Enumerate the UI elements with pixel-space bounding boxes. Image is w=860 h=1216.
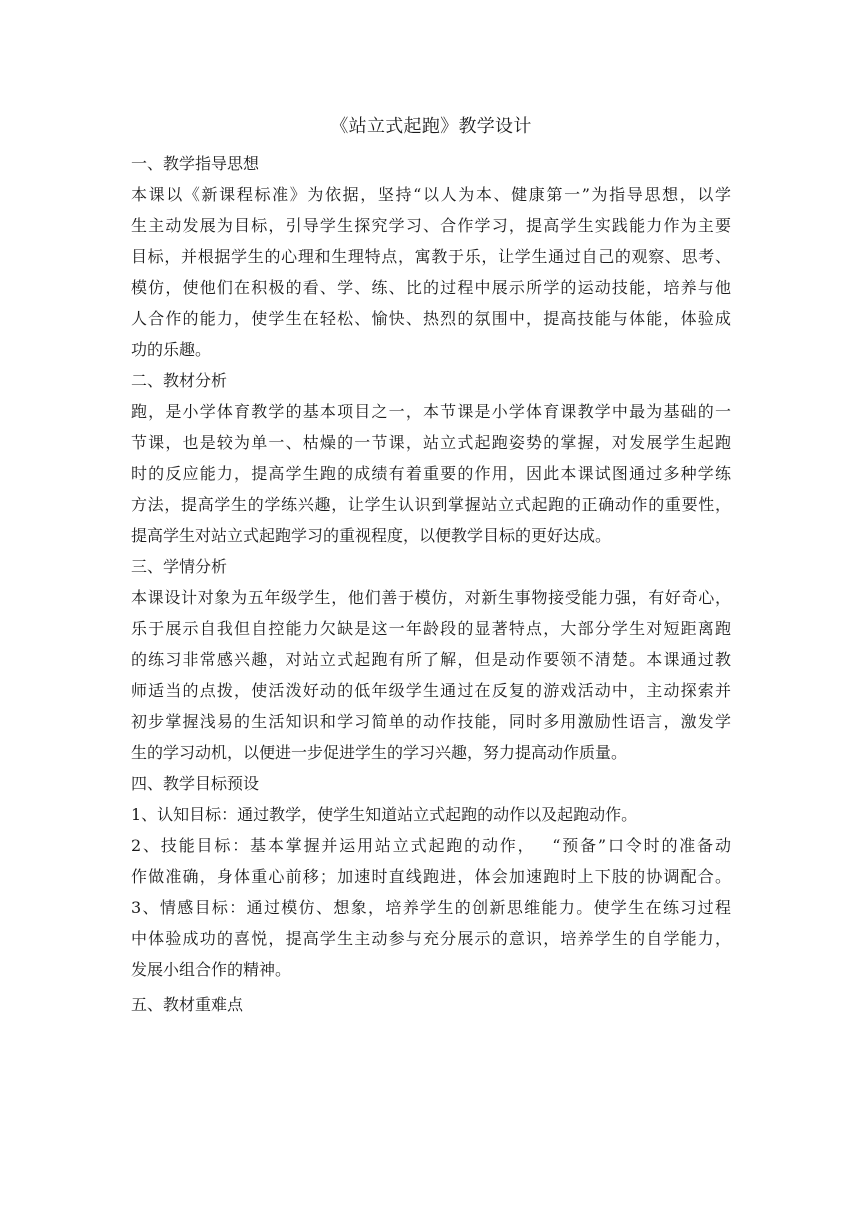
- paragraph-line: 方法，提高学生的学练兴趣，让学生认识到掌握站立式起跑的正确动作的重要性，: [131, 495, 731, 514]
- paragraph-line: 人合作的能力，使学生在轻松、愉快、热烈的氛围中，提高技能与体能，体验成: [131, 309, 731, 328]
- paragraph-line: 跑，是小学体育教学的基本项目之一，本节课是小学体育课教学中最为基础的一: [131, 402, 731, 421]
- section-heading: 三、学情分析: [131, 557, 228, 576]
- paragraph-line: 本课设计对象为五年级学生，他们善于模仿，对新生事物接受能力强，有好奇心，: [131, 588, 731, 607]
- section-material-analysis: [131, 365, 731, 551]
- section-teaching-philosophy: [131, 148, 731, 365]
- section-teaching-goals: [131, 768, 731, 985]
- paragraph-line: 生的学习动机，以便进一步促进学生的学习兴趣，努力提高动作质量。: [131, 743, 628, 762]
- paragraph-line: 3、情感目标：通过模仿、想象，培养学生的创新思维能力。使学生在练习过程: [131, 898, 731, 917]
- section-paragraph: [131, 582, 731, 768]
- paragraph-line: 生主动发展为目标，引导学生探究学习、合作学习，提高学生实践能力作为主要: [131, 216, 731, 235]
- document-body: [131, 112, 731, 1020]
- paragraph-line: 提高学生对站立式起跑学习的重视程度，以便教学目标的更好达成。: [131, 526, 612, 545]
- paragraph-line: 模仿，使他们在积极的看、学、练、比的过程中展示所学的运动技能，培养与他: [131, 278, 731, 297]
- paragraph-line: 乐于展示自我但自控能力欠缺是这一年龄段的显著特点，大部分学生对短距离跑: [131, 619, 731, 638]
- paragraph-line: 中体验成功的喜悦，提高学生主动参与充分展示的意识，培养学生的自学能力，: [131, 929, 731, 948]
- paragraph-line: 师适当的点拨，使活泼好动的低年级学生通过在反复的游戏活动中，主动探索并: [131, 681, 731, 700]
- paragraph-line: 功的乐趣。: [131, 340, 212, 359]
- section-heading: 五、教材重难点: [131, 995, 244, 1014]
- section-heading: 一、教学指导思想: [131, 154, 260, 173]
- section-student-analysis: [131, 551, 731, 768]
- paragraph-line: 2、技能目标：基本掌握并运用站立式起跑的动作， “预备”口令时的准备动: [131, 836, 731, 855]
- paragraph-line: 的练习非常感兴趣，对站立式起跑有所了解，但是动作要领不清楚。本课通过教: [131, 650, 731, 669]
- paragraph-line: 节课，也是较为单一、枯燥的一节课，站立式起跑姿势的掌握，对发展学生起跑: [131, 433, 731, 452]
- goal-skill: [131, 830, 731, 892]
- section-paragraph: [131, 396, 731, 551]
- section-heading: 二、教材分析: [131, 371, 228, 390]
- paragraph-line: 1、认知目标：通过教学，使学生知道站立式起跑的动作以及起跑动作。: [131, 805, 638, 824]
- section-key-points: [131, 989, 731, 1020]
- paragraph-line: 时的反应能力，提高学生跑的成绩有着重要的作用，因此本课试图通过多种学练: [131, 464, 731, 483]
- paragraph-line: 作做准确，身体重心前移；加速时直线跑进，体会加速跑时上下肢的协调配合。: [131, 867, 731, 886]
- section-paragraph: [131, 179, 731, 365]
- goal-emotional: [131, 892, 731, 985]
- goal-cognitive: [131, 799, 731, 830]
- section-heading: 四、教学目标预设: [131, 774, 260, 793]
- paragraph-line: 初步掌握浅易的生活知识和学习简单的动作技能，同时多用激励性语言，激发学: [131, 712, 731, 731]
- paragraph-line: 目标，并根据学生的心理和生理特点，寓教于乐，让学生通过自己的观察、思考、: [131, 247, 731, 266]
- paragraph-line: 本课以《新课程标准》为依据，坚持“以人为本、健康第一”为指导思想，以学: [131, 185, 731, 204]
- paragraph-line: 发展小组合作的精神。: [131, 960, 292, 979]
- document-title: 《站立式起跑》教学设计: [330, 116, 532, 137]
